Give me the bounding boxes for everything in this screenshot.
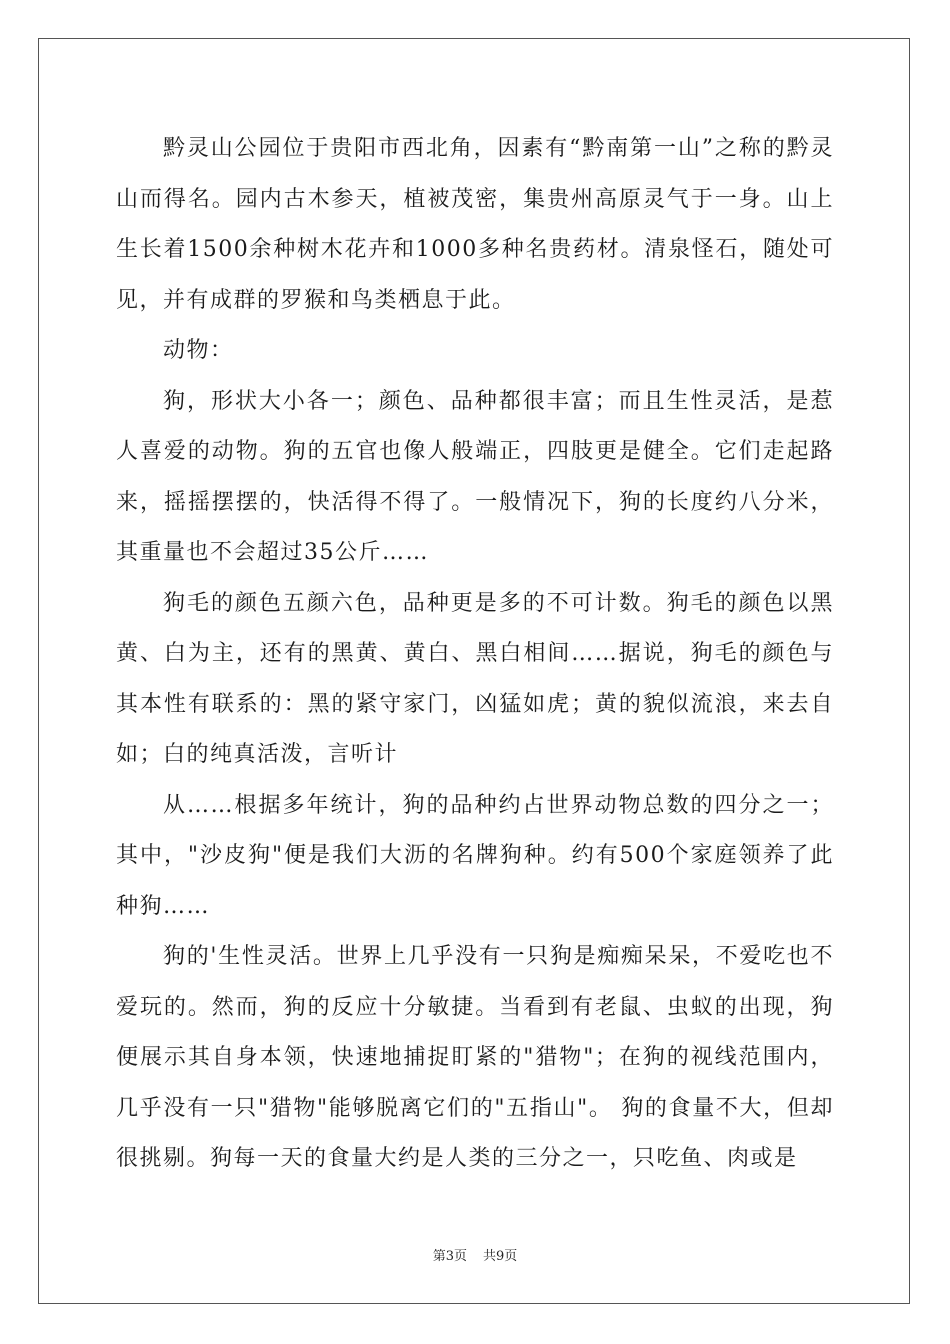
paragraph-dog-fur: 狗毛的颜色五颜六色，品种更是多的不可计数。狗毛的颜色以黑黄、白为主，还有的黑黄、黄白、黑白相间……据说，狗毛的颜色与其本性有联系的：黑的紧守家门，凶猛如虎；黄的貌似流浪，来去自如；白的纯真活泼，言听计 bbox=[116, 590, 834, 767]
page-number: 第3页 bbox=[432, 1249, 467, 1264]
paragraph-intro: 黔灵山公园位于贵阳市西北角，因素有“黔南第一山”之称的黔灵山而得名。园内古木参天，植被茂密，集贵州高原灵气于一身。山上生长着1500余种树木花卉和1000多种名贵药材。清泉怪石，随处可见，并有成群的罗猴和鸟类栖息于此。 bbox=[116, 136, 834, 313]
paragraph-dog-breeds: 从……根据多年统计，狗的品种约占世界动物总数的四分之一；其中，"沙皮狗"便是我们大沥的名牌狗种。约有500个家庭领养了此种狗…… bbox=[116, 792, 834, 919]
paragraph-dog-nature: 狗的'生性灵活。世界上几乎没有一只狗是痴痴呆呆，不爱吃也不爱玩的。然而，狗的反应十分敏捷。当看到有老鼠、虫蚁的出现，狗便展示其自身本领，快速地捕捉盯紧的"猎物"；在狗的视线范围内，几乎没有一只"猎物"能够脱离它们的"五指山"。 狗的食量不大，但却很挑剔。狗每一天的食量大约是人类的三分之一，只吃鱼、肉或是 bbox=[116, 944, 834, 1171]
paragraph-dog-appearance: 狗，形状大小各一；颜色、品种都很丰富；而且生性灵活，是惹人喜爱的动物。狗的五官也像人般端正，四肢更是健全。它们走起路来，摇摇摆摆的，快活得不得了。一般情况下，狗的长度约八分米，其重量也不会超过35公斤…… bbox=[116, 388, 834, 565]
document-body bbox=[116, 124, 834, 1185]
paragraph-heading-animals: 动物： bbox=[163, 338, 234, 363]
page-total: 共9页 bbox=[483, 1249, 518, 1264]
page-footer bbox=[0, 1248, 950, 1266]
